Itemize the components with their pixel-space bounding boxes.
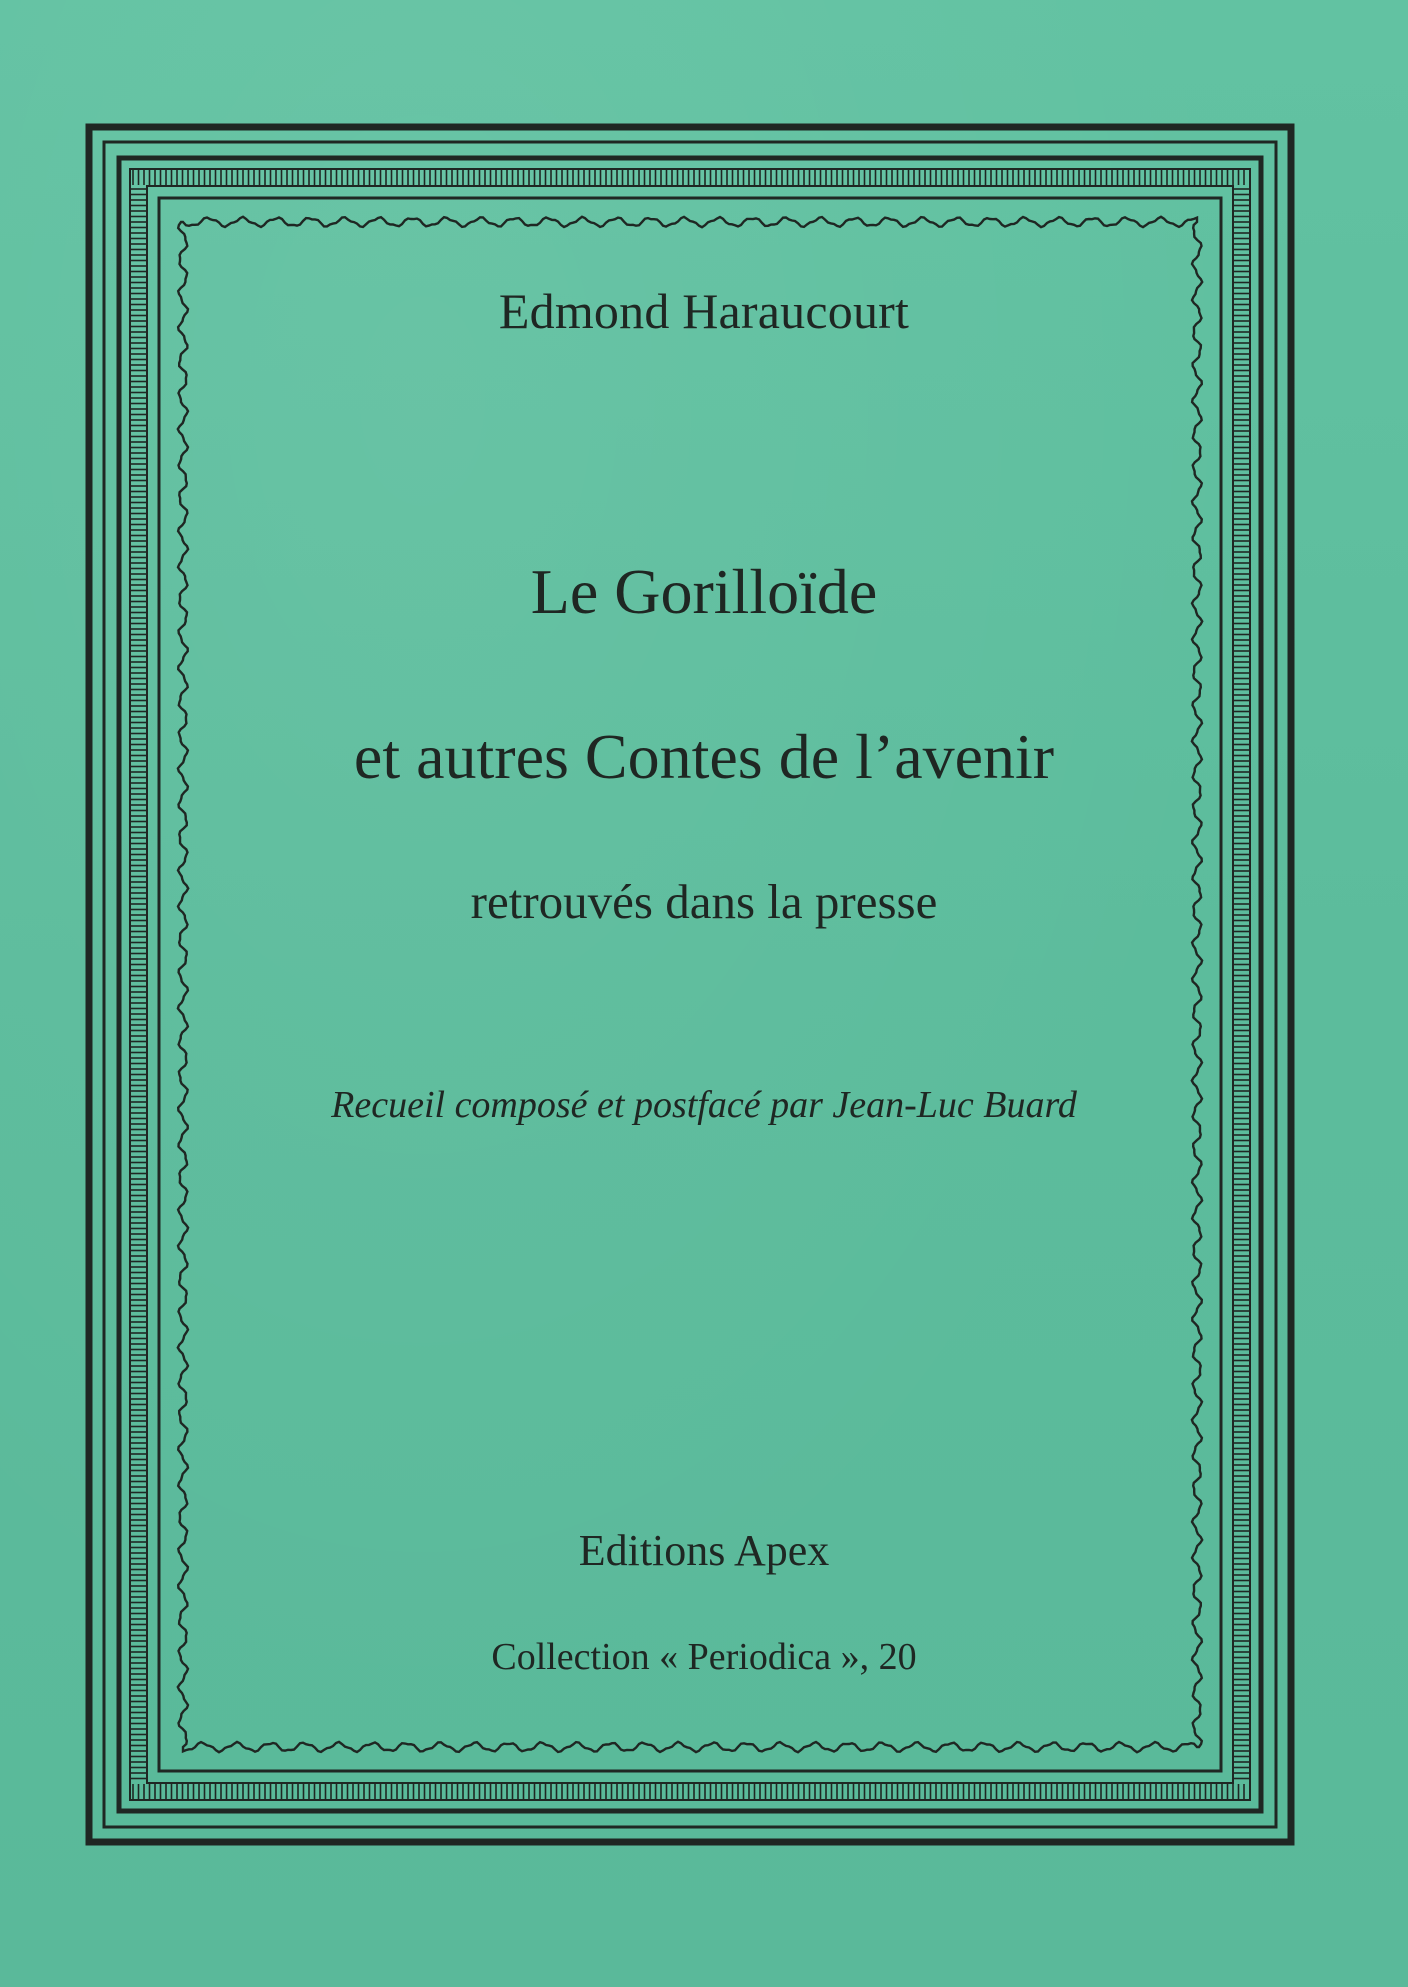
wavy-inner-frame	[178, 217, 1202, 1752]
collection-info: Collection « Periodica », 20	[491, 1636, 917, 1678]
outer-border-rule	[89, 127, 1291, 1842]
editor-credit: Recueil composé et postfacé par Jean-Luc Buard	[331, 1084, 1077, 1126]
publisher-name: Editions Apex	[578, 1526, 830, 1575]
book-subtitle: et autres Contes de l’avenir	[353, 721, 1055, 792]
author-name: Edmond Haraucourt	[498, 283, 910, 339]
book-title: Le Gorilloïde	[530, 556, 878, 627]
book-tagline: retrouvés dans la presse	[470, 874, 938, 929]
